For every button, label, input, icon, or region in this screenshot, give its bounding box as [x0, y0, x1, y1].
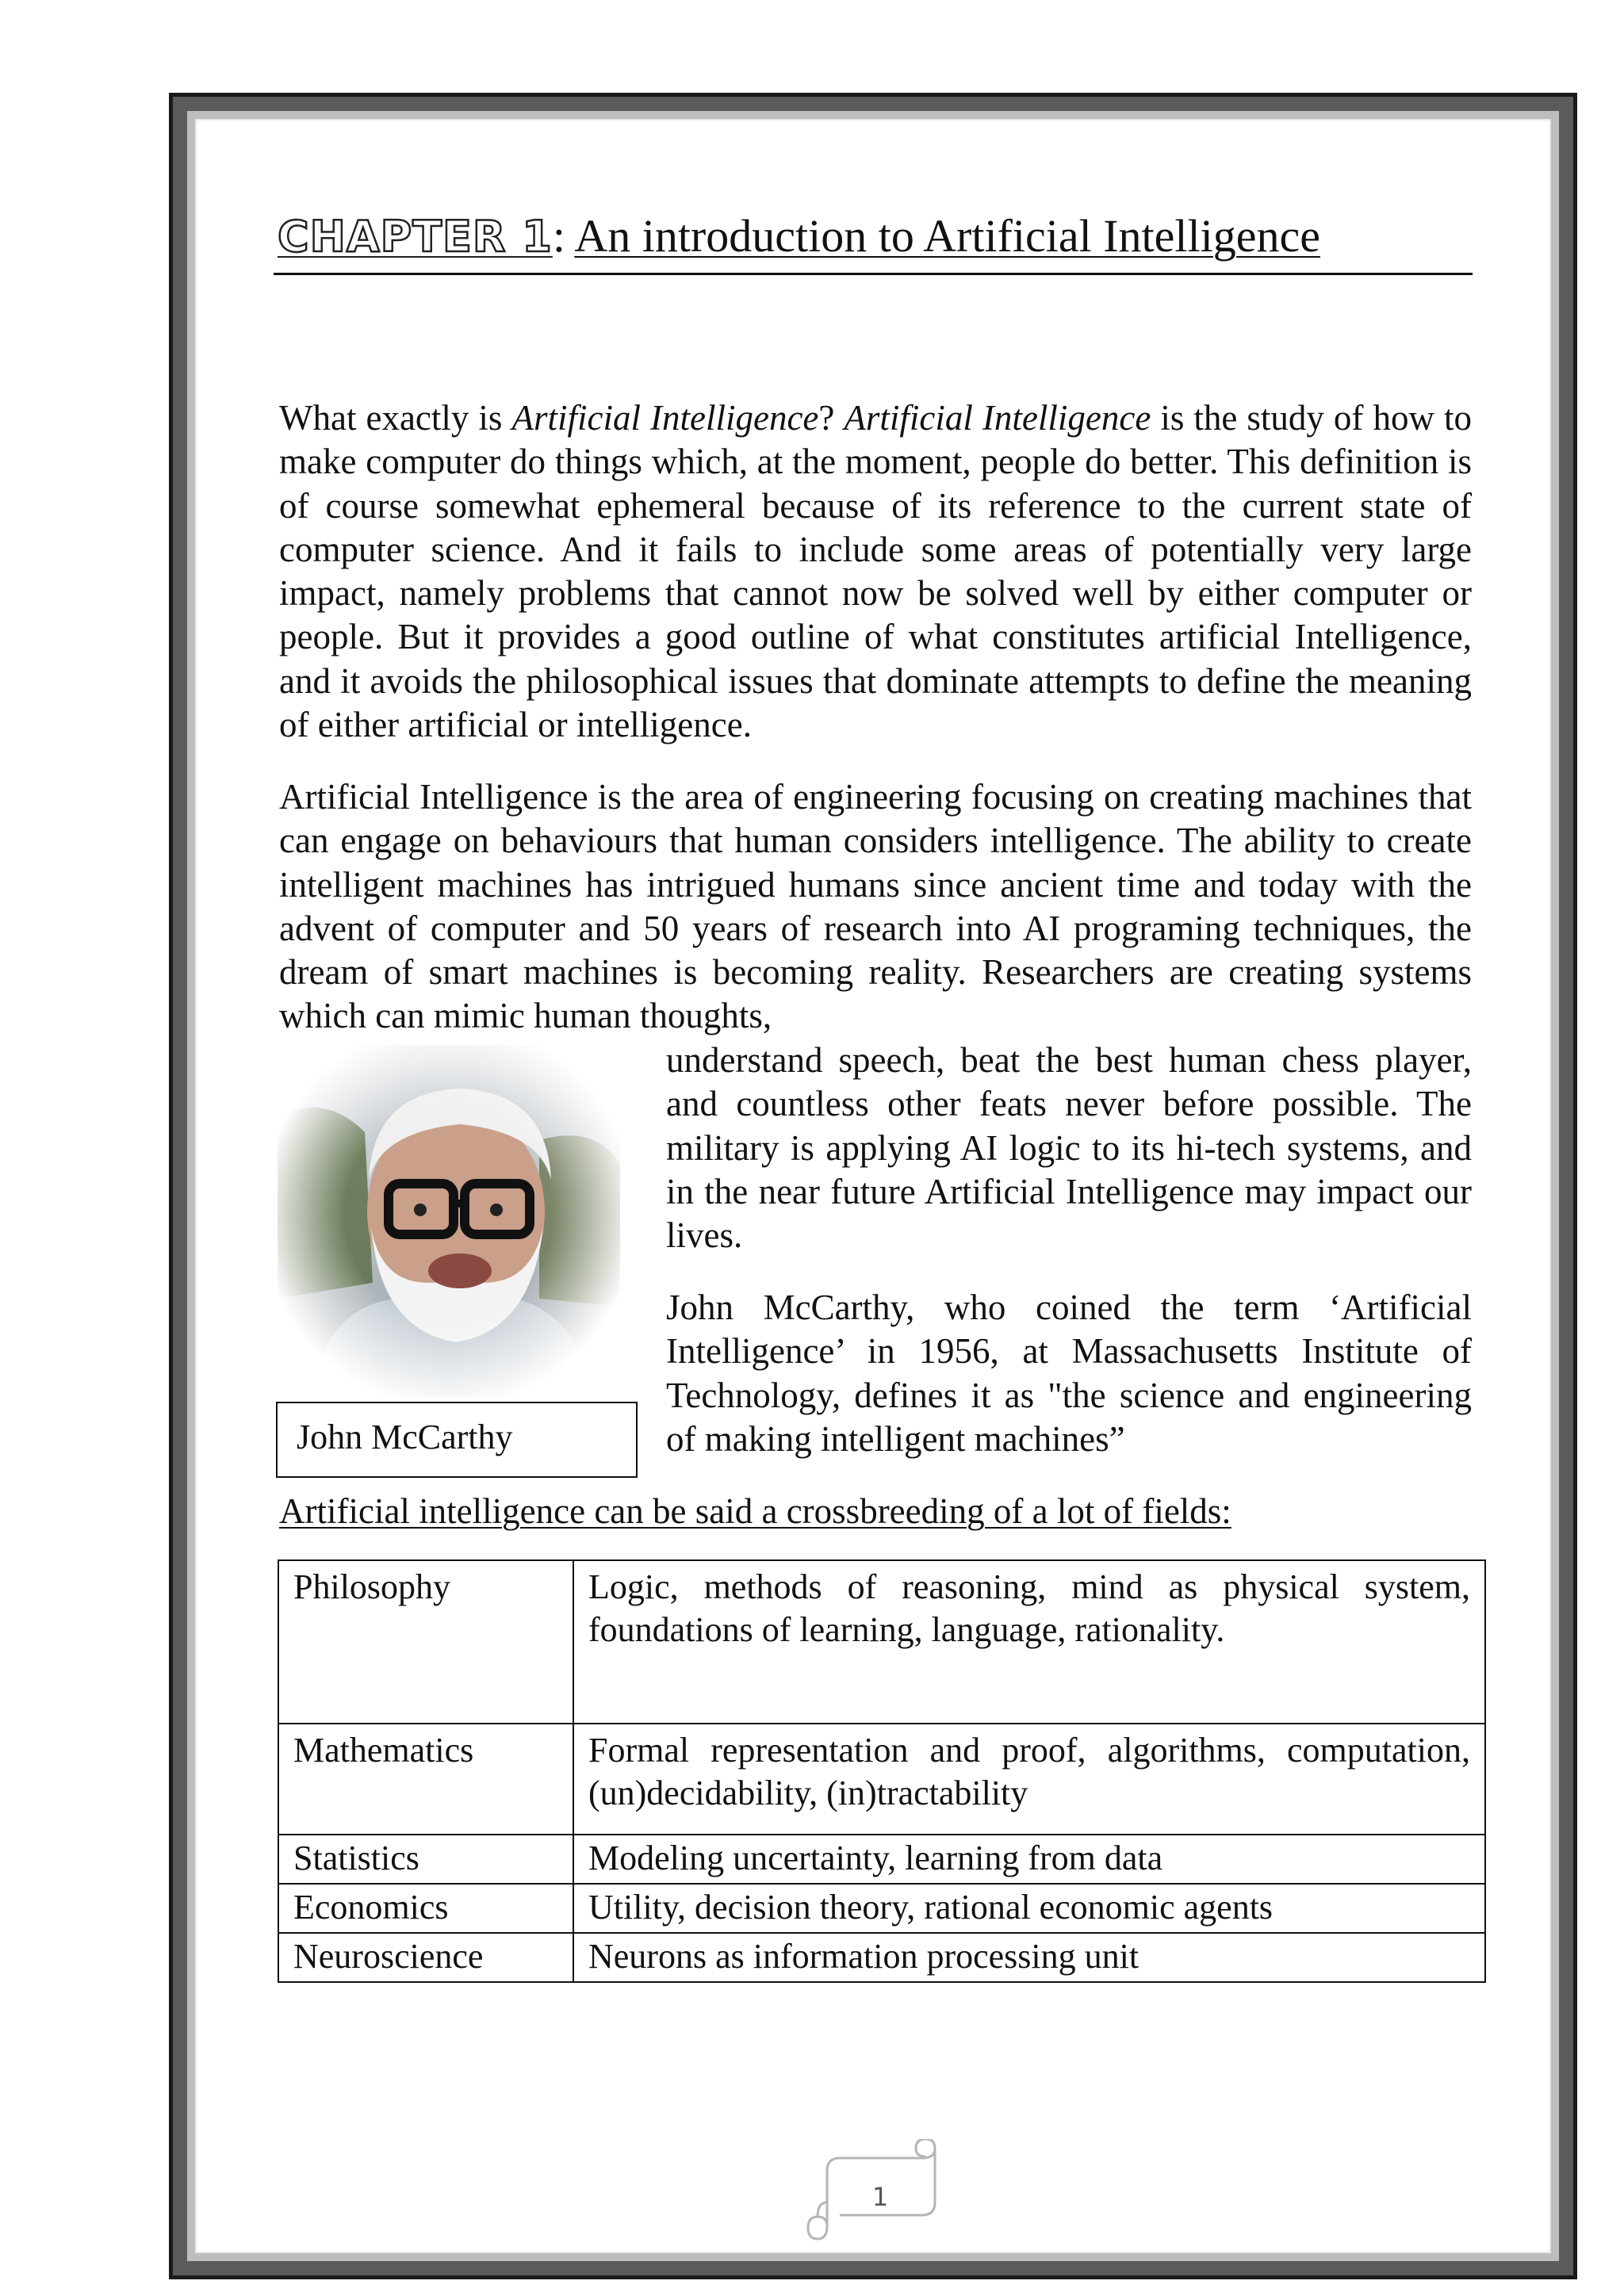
field-name-cell: Economics — [278, 1884, 573, 1933]
table-row — [278, 1884, 1485, 1933]
chapter-title — [278, 205, 1320, 269]
chapter-separator: : — [552, 210, 565, 262]
table-row — [278, 1835, 1485, 1884]
field-description-cell: Logic, methods of reasoning, mind as physical system, foundations of learning, language, rationality. — [573, 1560, 1485, 1724]
photo-caption: John McCarthy — [297, 1418, 513, 1456]
page-number: 1 — [871, 2182, 889, 2212]
field-description-cell: Utility, decision theory, rational economic agents — [573, 1884, 1485, 1933]
fields-table — [278, 1559, 1486, 1983]
capabilities-paragraph: understand speech, beat the best human chess player, and countless other feats never before possible. The military is applying AI logic to its hi-tech systems, and in the near future Artificial Intelligence may impact our lives. — [666, 1040, 1472, 1256]
john-mccarthy-photo — [278, 1045, 620, 1398]
table-row — [278, 1933, 1485, 1982]
intro-paragraph — [279, 396, 1472, 747]
intro-text-3: is the study of how to make computer do things which, at the moment, people do better. This definition is of course somewhat ephemeral because of its reference to the current state of computer science. And it fails to include some areas of potentially very large impact, namely problems that cannot now be solved well by either computer or people. But it provides a good outline of what constitutes artificial Intelligence, and it avoids the philosophical issues that dominate attempts to define the meaning of either artificial or intelligence. — [279, 398, 1472, 745]
mccarthy-paragraph: John McCarthy, who coined the term ‘Artificial Intelligence’ in 1956, at Massachusetts Institute of Technology, defines it as "the science and engineering of making intelligent machines” — [666, 1288, 1472, 1459]
intro-text-1: What exactly is — [279, 398, 512, 438]
chapter-subtitle: An introduction to Artificial Intelligence — [574, 210, 1320, 262]
field-name-cell: Statistics — [278, 1835, 573, 1884]
table-row — [278, 1724, 1485, 1835]
intro-emphasis-1: Artificial Intelligence — [511, 398, 819, 438]
field-description-cell: Neurons as information processing unit — [573, 1933, 1485, 1982]
intro-text-2: ? — [818, 398, 845, 438]
chapter-label: CHAPTER 1 — [278, 212, 553, 262]
field-description-cell: Formal representation and proof, algorithms, computation, (un)decidability, (in)tractability — [573, 1724, 1485, 1835]
field-name-cell: Philosophy — [278, 1560, 573, 1724]
definition-paragraph: Artificial Intelligence is the area of engineering focusing on creating machines that can engage on behaviours that human considers intelligence. The ability to create intelligent machines has intrigued humans since ancient time and today with the advent of computer and 50 years of research into AI programing techniques, the dream of smart machines is becoming reality. Researchers are creating systems which can mimic human thoughts, — [279, 777, 1472, 1036]
field-description-cell: Modeling uncertainty, learning from data — [573, 1835, 1485, 1884]
field-name-cell: Mathematics — [278, 1724, 573, 1835]
title-rule — [274, 273, 1473, 275]
fields-heading: Artificial intelligence can be said a crossbreeding of a lot of fields: — [279, 1491, 1231, 1531]
field-name-cell: Neuroscience — [278, 1933, 573, 1982]
photo-caption-box — [276, 1402, 638, 1478]
intro-emphasis-2: Artificial Intelligence — [844, 398, 1151, 438]
table-row — [278, 1560, 1485, 1724]
